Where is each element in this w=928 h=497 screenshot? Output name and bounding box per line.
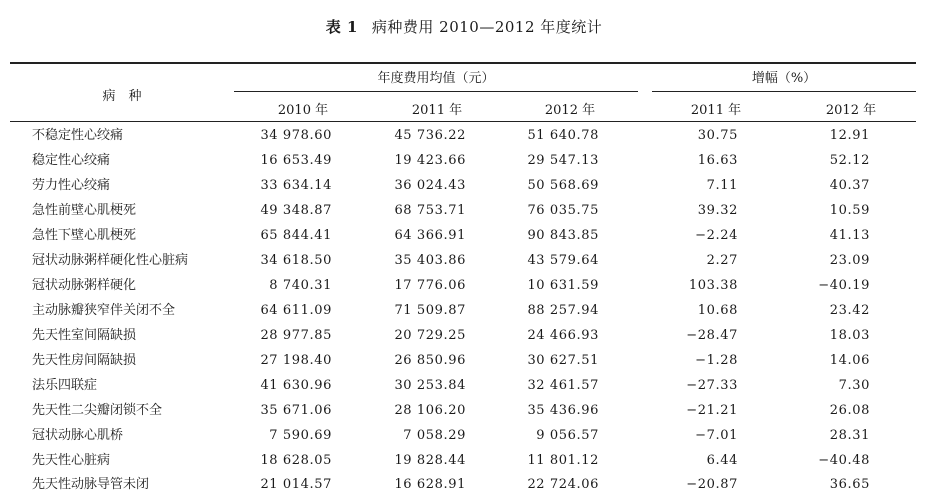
- cost-2010: 34 618.50: [260, 253, 332, 268]
- year-header-2012: 2012 年: [544, 103, 596, 118]
- cost-2010: 34 978.60: [260, 128, 332, 143]
- growth-2011: −7.01: [695, 428, 738, 443]
- cost-2011: 20 729.25: [394, 328, 466, 343]
- cost-2011: 64 366.91: [394, 228, 466, 243]
- table-row: [0, 198, 928, 223]
- cost-2010: 7 590.69: [269, 428, 332, 443]
- disease-name: 不稳定性心绞痛: [32, 128, 124, 143]
- growth-2012: 23.42: [829, 303, 870, 318]
- cost-2012: 9 056.57: [536, 428, 599, 443]
- growth-2011: 39.32: [697, 203, 738, 218]
- cost-2010: 33 634.14: [260, 178, 332, 193]
- table-number: 表 1: [325, 18, 358, 36]
- growth-2011: −20.87: [686, 477, 738, 492]
- growth-2012: 28.31: [829, 428, 870, 443]
- growth-2011: 30.75: [697, 128, 738, 143]
- cost-2010: 49 348.87: [260, 203, 332, 218]
- cost-2011: 71 509.87: [394, 303, 466, 318]
- cost-2012: 43 579.64: [527, 253, 599, 268]
- cost-2010: 8 740.31: [269, 278, 332, 293]
- growth-2011: 103.38: [688, 278, 738, 293]
- growth-2012: 18.03: [829, 328, 870, 343]
- cost-2010: 35 671.06: [260, 403, 332, 418]
- table-row: [0, 323, 928, 348]
- cost-2012: 24 466.93: [527, 328, 599, 343]
- disease-name: 稳定性心绞痛: [32, 153, 111, 168]
- disease-name: 先天性动脉导管未闭: [32, 477, 150, 492]
- year-header-2011: 2011 年: [411, 103, 463, 118]
- table-row: [0, 398, 928, 423]
- disease-name: 冠状动脉心肌桥: [32, 428, 124, 443]
- growth-2012: 7.30: [838, 378, 870, 393]
- growth-2011: −27.33: [686, 378, 738, 393]
- cost-2010: 28 977.85: [260, 328, 332, 343]
- table-caption: [0, 16, 928, 37]
- cost-2012: 76 035.75: [527, 203, 599, 218]
- growth-header-2011: 2011 年: [690, 103, 742, 118]
- growth-2011: 16.63: [697, 153, 738, 168]
- table-row: [0, 423, 928, 448]
- cost-2012: 51 640.78: [527, 128, 599, 143]
- cost-2011: 19 828.44: [394, 453, 466, 468]
- growth-header-2012: 2012 年: [825, 103, 877, 118]
- cost-2012: 22 724.06: [527, 477, 599, 492]
- growth-2011: −1.28: [695, 353, 738, 368]
- cost-2011: 17 776.06: [394, 278, 466, 293]
- growth-2012: 10.59: [829, 203, 870, 218]
- cost-2010: 21 014.57: [260, 477, 332, 492]
- table-row: [0, 448, 928, 473]
- cost-2012: 90 843.85: [527, 228, 599, 243]
- growth-2012: 40.37: [829, 178, 870, 193]
- growth-2011: 6.44: [706, 453, 738, 468]
- cost-2010: 16 653.49: [260, 153, 332, 168]
- table-row: [0, 472, 928, 497]
- cost-2011: 68 753.71: [394, 203, 466, 218]
- cost-2011: 30 253.84: [394, 378, 466, 393]
- disease-name: 先天性房间隔缺损: [32, 353, 137, 368]
- cost-2011: 28 106.20: [394, 403, 466, 418]
- cost-2011: 35 403.86: [394, 253, 466, 268]
- avg-cost-group-rule: [234, 91, 638, 92]
- growth-2011: 7.11: [706, 178, 738, 193]
- disease-name: 先天性室间隔缺损: [32, 328, 137, 343]
- disease-name: 急性下壁心肌梗死: [32, 228, 137, 243]
- growth-2012: −40.48: [818, 453, 870, 468]
- growth-2011: −21.21: [686, 403, 738, 418]
- table-row: [0, 148, 928, 173]
- growth-2011: −2.24: [695, 228, 738, 243]
- top-rule: [10, 62, 916, 64]
- growth-2012: −40.19: [818, 278, 870, 293]
- cost-2012: 35 436.96: [527, 403, 599, 418]
- disease-name: 冠状动脉粥样硬化: [32, 278, 137, 293]
- table-row: [0, 223, 928, 248]
- growth-2012: 41.13: [829, 228, 870, 243]
- avg-cost-group-header: 年度费用均值（元）: [377, 71, 495, 86]
- disease-name: 主动脉瓣狭窄伴关闭不全: [32, 303, 176, 318]
- growth-2011: 10.68: [697, 303, 738, 318]
- table-row: [0, 173, 928, 198]
- cost-2012: 11 801.12: [527, 453, 599, 468]
- year-header-2010: 2010 年: [277, 103, 329, 118]
- disease-name: 急性前壁心肌梗死: [32, 203, 137, 218]
- cost-2012: 29 547.13: [527, 153, 599, 168]
- growth-2012: 52.12: [829, 153, 870, 168]
- disease-column-header: 病 种: [102, 89, 142, 104]
- growth-group-rule: [652, 91, 916, 92]
- cost-2012: 30 627.51: [527, 353, 599, 368]
- cost-2010: 27 198.40: [260, 353, 332, 368]
- cost-2012: 10 631.59: [527, 278, 599, 293]
- disease-name: 法乐四联症: [32, 378, 98, 393]
- table-row: [0, 273, 928, 298]
- cost-2010: 18 628.05: [260, 453, 332, 468]
- table-row: [0, 373, 928, 398]
- growth-2012: 14.06: [829, 353, 870, 368]
- growth-2012: 23.09: [829, 253, 870, 268]
- cost-2011: 7 058.29: [403, 428, 466, 443]
- cost-2010: 65 844.41: [260, 228, 332, 243]
- disease-name: 先天性心脏病: [32, 453, 111, 468]
- header-bottom-rule: [10, 121, 916, 122]
- table-title: 病种费用 2010—2012 年度统计: [371, 18, 603, 36]
- growth-2012: 26.08: [829, 403, 870, 418]
- growth-group-header: 增幅（%）: [751, 71, 817, 86]
- table-row: [0, 298, 928, 323]
- cost-2010: 41 630.96: [260, 378, 332, 393]
- disease-name: 冠状动脉粥样硬化性心脏病: [32, 253, 189, 268]
- cost-2012: 50 568.69: [527, 178, 599, 193]
- growth-2011: 2.27: [706, 253, 738, 268]
- growth-2011: −28.47: [686, 328, 738, 343]
- cost-2012: 88 257.94: [527, 303, 599, 318]
- table-row: [0, 123, 928, 148]
- disease-name: 劳力性心绞痛: [32, 178, 111, 193]
- disease-name: 先天性二尖瓣闭锁不全: [32, 403, 163, 418]
- cost-2011: 19 423.66: [394, 153, 466, 168]
- cost-2012: 32 461.57: [527, 378, 599, 393]
- cost-2011: 16 628.91: [394, 477, 466, 492]
- growth-2012: 36.65: [829, 477, 870, 492]
- table-row: [0, 348, 928, 373]
- table-row: [0, 248, 928, 273]
- cost-2011: 26 850.96: [394, 353, 466, 368]
- cost-2011: 45 736.22: [394, 128, 466, 143]
- growth-2012: 12.91: [829, 128, 870, 143]
- cost-2010: 64 611.09: [260, 303, 332, 318]
- cost-2011: 36 024.43: [394, 178, 466, 193]
